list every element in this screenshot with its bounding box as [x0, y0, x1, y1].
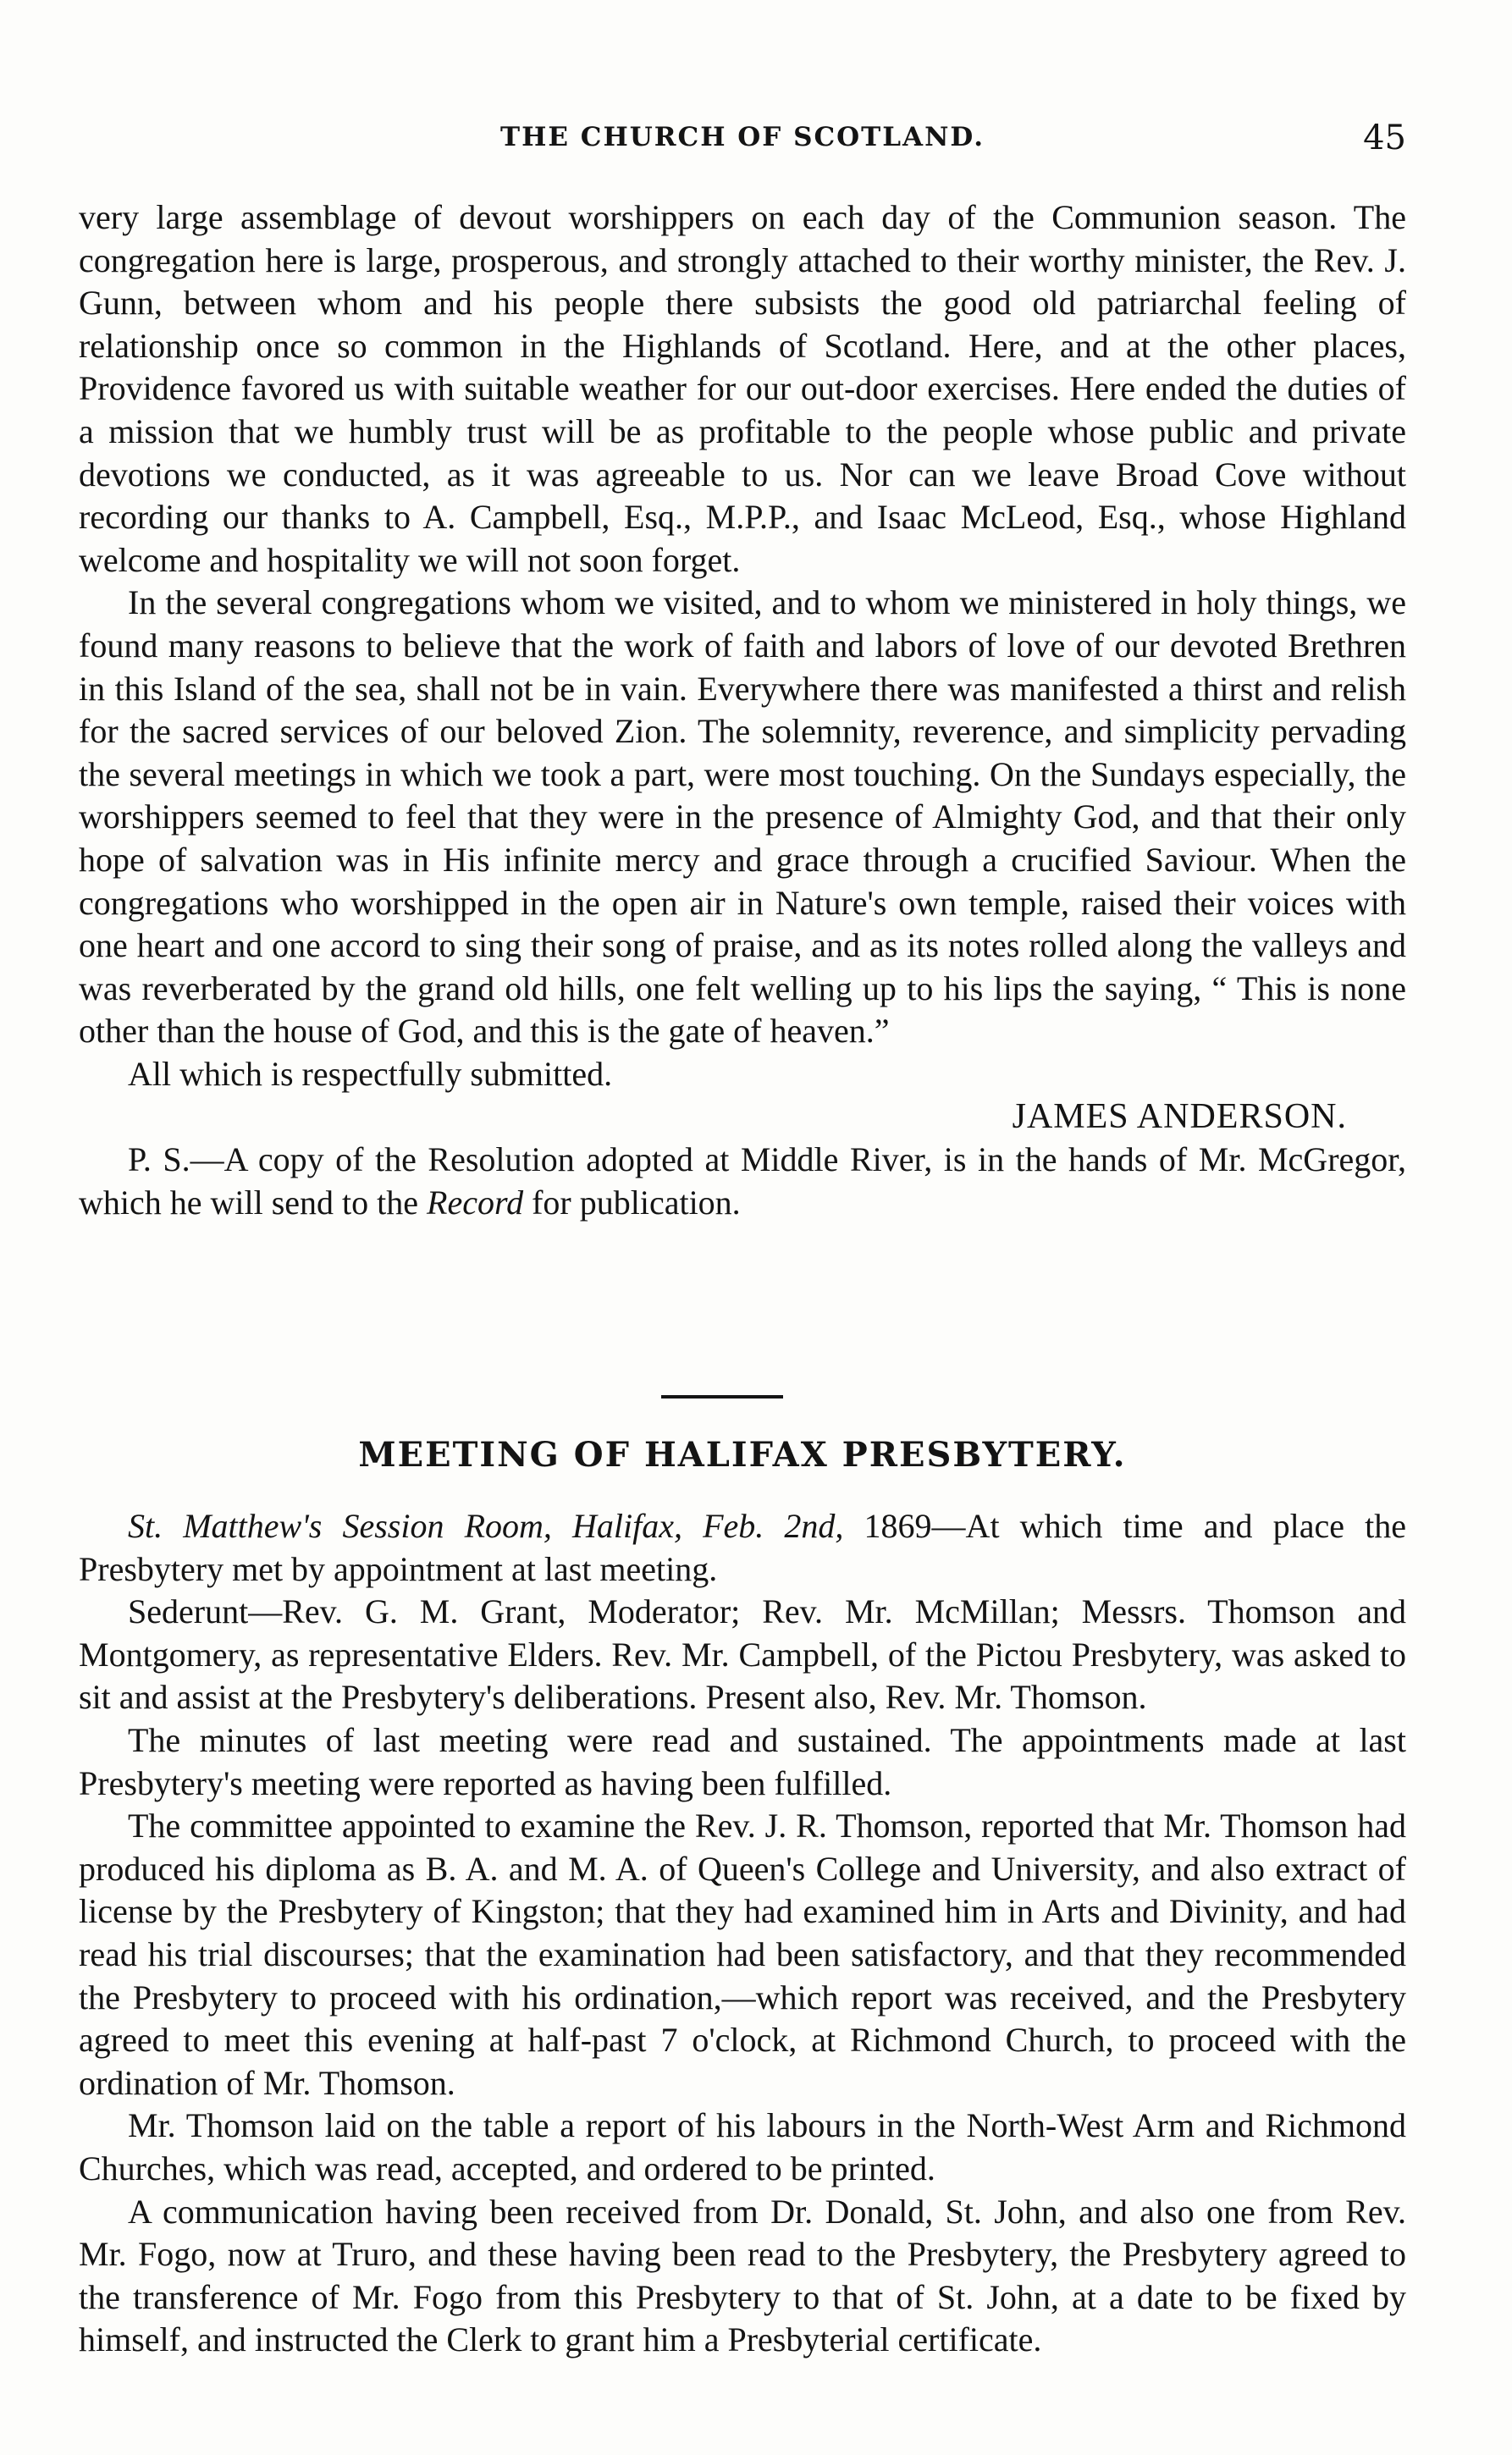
running-title: THE CHURCH OF SCOTLAND. [500, 122, 985, 152]
minutes-opening [79, 1505, 1406, 1591]
postscript [79, 1139, 1406, 1224]
section-divider [661, 1395, 783, 1399]
mission-report [79, 196, 1406, 1224]
minutes-labours-report: Mr. Thomson laid on the table a report of his labours in the North-West Arm and Richmond Churches, which was read, accepted, and ordered to be printed. [79, 2106, 1406, 2187]
minutes-transference: A communication having been received from Dr. Donald, St. John, and also one from Rev. Mr. Fogo, now at Truro, and these having been read to the Presbytery, the Presbytery agreed to the transference of Mr. Fogo from this Presbytery to that of St. John, at a date to be fixed by himself, and instructed the Clerk to grant him a Presbyterial certificate. [79, 2192, 1406, 2359]
meeting-opening-text: 1869—At which time and place the Presbytery met by appointment at last meeting. [79, 1507, 1407, 1588]
minutes-committee-report: The committee appointed to examine the Rev. J. R. Thomson, reported that Mr. Thomson had produced his diploma as B. A. and M. A. of Queen's College and University, and also extract of license by the Presbytery of Kingston; that they had examined him in Arts and Divinity, and had read his trial discourses; that the examination had been satisfactory, and that they recommended the Presbytery to proceed with his ordination,—which report was received, and the Presbytery agreed to meet this evening at half-past 7 o'clock, at Richmond Church, to proceed with the ordination of Mr. Thomson. [79, 1807, 1406, 2102]
signature: JAMES ANDERSON. [1012, 1097, 1347, 1137]
running-header [79, 119, 1406, 161]
minutes-previous-meeting: The minutes of last meeting were read and sustained. The appointments made at last Presbytery's meeting were reported as having been fulfilled. [79, 1720, 1406, 1802]
report-closing-line: All which is respectfully submitted. [128, 1054, 613, 1093]
presbytery-minutes [79, 1505, 1406, 2362]
section-heading: MEETING OF HALIFAX PRESBYTERY. [358, 1435, 1127, 1475]
record-title: Record [427, 1183, 524, 1222]
report-paragraph-congregations: In the several congregations whom we visited, and to whom we ministered in holy things, we found many reasons to believe that the work of faith and labors of love of our devoted Brethren in this Island of the sea, shall not be in vain. Everywhere there was manifested a thirst and relish for the sacred services of our beloved Zion. The solemnity, reverence, and simplicity pervading the several meetings in which we took a part, were most touching. On the Sundays especially, the worshippers seemed to feel that they were in the presence of Almighty God, and that their only hope of salvation was in His infinite mercy and grace through a crucified Saviour. When the congregations who worshipped in the open air in Nature's own temple, raised their voices with one heart and one accord to sing their song of praise, and as its notes rolled along the valleys and was reverberated by the grand old hills, one felt welling up to his lips the saying, “ This is none other than the house of God, and this is the gate of heaven.” [79, 583, 1406, 1051]
report-paragraph-continued: very large assemblage of devout worshippers on each day of the Communion season. The congregation here is large, prosperous, and strongly attached to their worthy minister, the Rev. J. Gunn, between whom and his people there subsists the good old patriarchal feeling of relationship once so common in the Highlands of Scotland. Here, and at the other places, Providence favored us with suitable weather for our out-door exercises. Here ended the duties of a mission that we humbly trust will be as profitable to the people whose public and private devotions we conducted, as it was agreeable to us. Nor can we leave Broad Cove without recording our thanks to A. Campbell, Esq., M.P.P., and Isaac McLeod, Esq., whose Highland welcome and hospitality we will not soon forget. [79, 198, 1406, 579]
minutes-sederunt: Sederunt—Rev. G. M. Grant, Moderator; Rev. Mr. McMillan; Messrs. Thomson and Montgomery, as representative Elders. Rev. Mr. Campbell, of the Pictou Presbytery, was asked to sit and assist at the Presbytery's deliberations. Present also, Rev. Mr. Thomson. [79, 1592, 1406, 1717]
postscript-end: for publication. [523, 1183, 741, 1222]
meeting-place-date: St. Matthew's Session Room, Halifax, Feb. 2nd, [128, 1507, 844, 1545]
postscript-text: P. S.—A copy of the Resolution adopted at Middle River, is in the hands of Mr. McGregor, which he will send to the [79, 1140, 1406, 1222]
page-number: 45 [1363, 119, 1406, 157]
